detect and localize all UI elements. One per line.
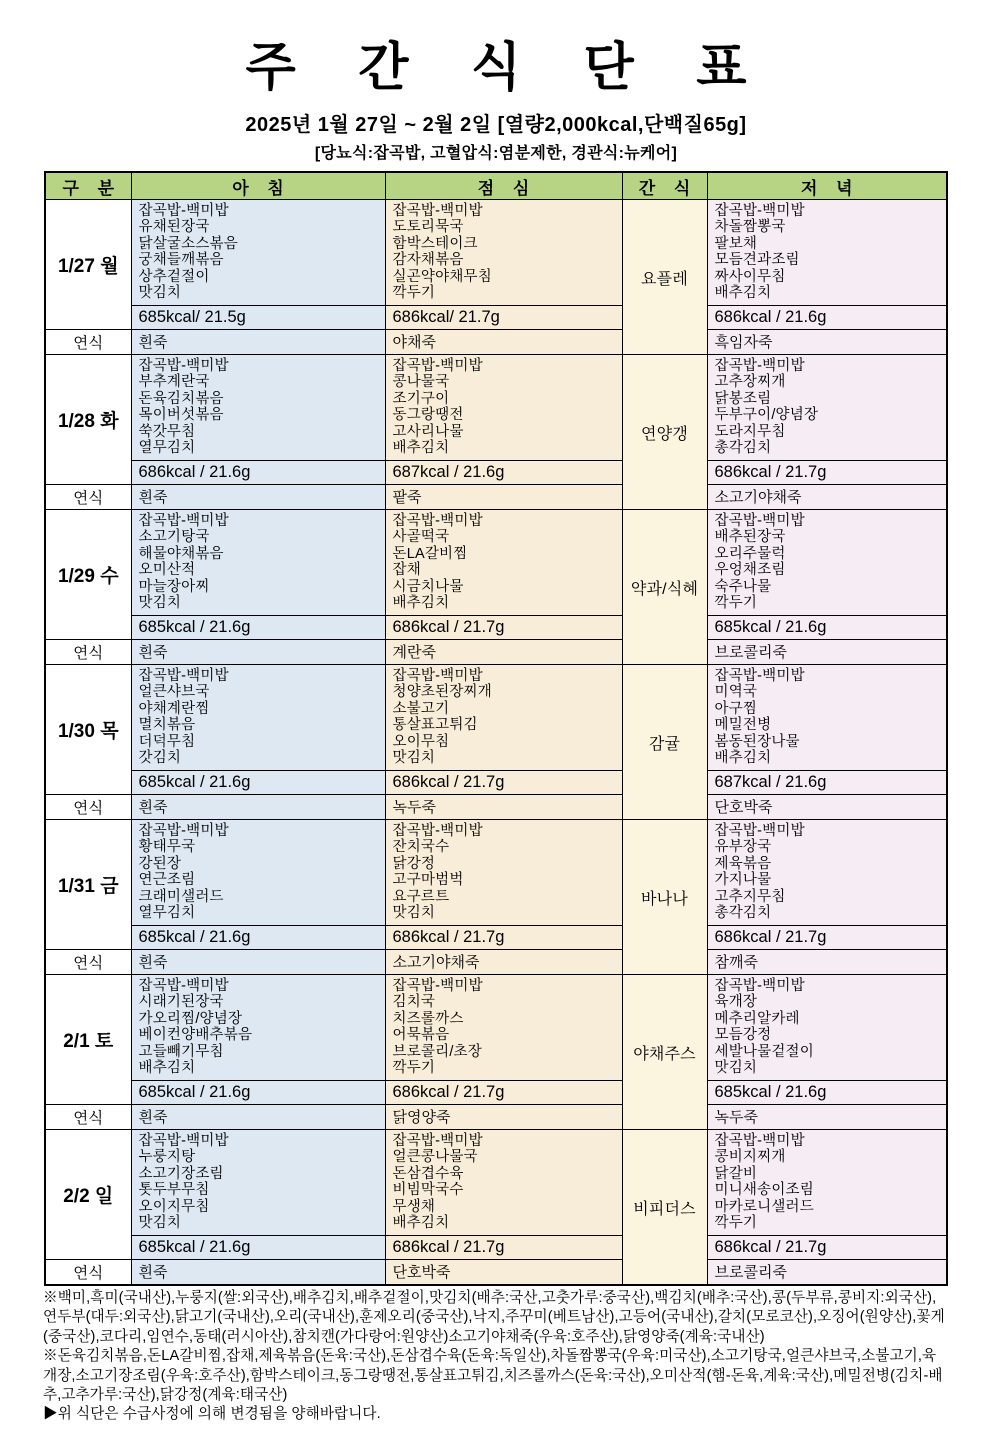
dinner-menu-cell <box>707 820 947 926</box>
menu-item: 맛김치 <box>714 1060 758 1077</box>
dinner-menu-cell <box>707 975 947 1081</box>
menu-item: 황태무국 <box>138 839 196 856</box>
menu-item: 가지나물 <box>714 872 772 889</box>
menu-item: 맛김치 <box>392 750 436 767</box>
breakfast-menu-cell <box>131 355 385 461</box>
date-range-subtitle: 2025년 1월 27일 ~ 2월 2일 [열량2,000kcal,단백질65g] <box>245 114 747 136</box>
day-date-cell: 1/31 금 <box>45 820 131 950</box>
dinner-soft-diet: 브로콜리죽 <box>707 1260 947 1286</box>
lunch-menu-cell <box>385 200 622 306</box>
menu-item: 마카로니샐러드 <box>714 1198 814 1215</box>
soft-diet-label: 연식 <box>45 330 131 355</box>
menu-item: 잡곡밥-백미밥 <box>392 823 483 839</box>
menu-item: 미역국 <box>714 684 758 701</box>
menu-item: 잡곡밥-백미밥 <box>714 978 805 994</box>
menu-item: 브로콜리/초장 <box>392 1043 482 1060</box>
dinner-menu-cell <box>707 510 947 616</box>
menu-item: 누룽지탕 <box>138 1149 196 1166</box>
menu-item: 잡곡밥-백미밥 <box>392 358 483 374</box>
menu-item: 야채계란찜 <box>138 700 210 717</box>
menu-item: 어묵볶음 <box>392 1027 450 1044</box>
menu-item: 소고기장조림 <box>138 1165 224 1182</box>
day-soft-diet-row <box>45 950 947 975</box>
menu-item: 톳두부무침 <box>138 1182 210 1199</box>
lunch-menu-cell <box>385 820 622 926</box>
menu-item: 함박스테이크 <box>392 235 478 252</box>
snack-cell: 연양갱 <box>622 355 707 510</box>
soft-diet-label: 연식 <box>45 1260 131 1286</box>
breakfast-menu-cell <box>131 510 385 616</box>
menu-item: 요구르트 <box>392 888 450 905</box>
menu-item: 소불고기 <box>392 700 450 717</box>
dinner-menu-cell <box>707 665 947 771</box>
day-menu-row <box>45 975 947 1081</box>
menu-item: 오미산적 <box>138 562 196 579</box>
menu-item: 맛김치 <box>138 595 182 612</box>
menu-item: 무생채 <box>392 1198 436 1215</box>
menu-item: 닭갈비 <box>714 1165 758 1182</box>
dinner-soft-diet: 흑임자죽 <box>707 330 947 355</box>
menu-item: 잔치국수 <box>392 839 450 856</box>
snack-cell: 비피더스 <box>622 1130 707 1286</box>
day-soft-diet-row <box>45 795 947 820</box>
menu-item: 닭봉조림 <box>714 390 772 407</box>
day-soft-diet-row <box>45 485 947 510</box>
menu-item: 깍두기 <box>392 285 436 302</box>
table-header-row <box>45 172 947 200</box>
menu-item: 멸치볶음 <box>138 717 196 734</box>
breakfast-kcal: 685kcal / 21.6g <box>131 1081 385 1105</box>
menu-item: 통살표고튀김 <box>392 717 478 734</box>
day-soft-diet-row <box>45 1260 947 1286</box>
menu-item: 고사리나물 <box>392 423 464 440</box>
menu-item: 비빔막국수 <box>392 1182 464 1199</box>
day-date-cell: 1/28 화 <box>45 355 131 485</box>
diet-type-note: [당뇨식:잡곡밥, 고혈압식:염분제한, 경관식:뉴케어] <box>314 145 678 162</box>
menu-item: 콩나물국 <box>392 374 450 391</box>
menu-item: 시래기된장국 <box>138 994 224 1011</box>
menu-item: 사골떡국 <box>392 529 450 546</box>
menu-item: 목이버섯볶음 <box>138 407 224 424</box>
weekly-menu-page <box>0 39 992 1445</box>
menu-item: 맛김치 <box>138 285 182 302</box>
menu-item: 숙주나물 <box>714 578 772 595</box>
lunch-menu-cell <box>385 975 622 1081</box>
menu-item: 열무김치 <box>138 905 196 922</box>
menu-item: 얼큰콩나물국 <box>392 1149 478 1166</box>
menu-item: 조기구이 <box>392 390 450 407</box>
dinner-soft-diet: 녹두죽 <box>707 1105 947 1130</box>
menu-item: 잡곡밥-백미밥 <box>138 823 229 839</box>
breakfast-menu-cell <box>131 200 385 306</box>
menu-item: 아구찜 <box>714 700 758 717</box>
dinner-soft-diet: 단호박죽 <box>707 795 947 820</box>
breakfast-soft-diet: 흰죽 <box>131 640 385 665</box>
breakfast-kcal: 685kcal / 21.6g <box>131 616 385 640</box>
menu-item: 유부장국 <box>714 839 772 856</box>
dinner-kcal: 686kcal / 21.6g <box>707 306 947 330</box>
day-menu-row <box>45 355 947 461</box>
menu-item: 잡곡밥-백미밥 <box>138 513 229 529</box>
breakfast-kcal: 686kcal / 21.6g <box>131 461 385 485</box>
menu-item: 맛김치 <box>392 905 436 922</box>
lunch-menu-cell <box>385 510 622 616</box>
dinner-menu-cell <box>707 355 947 461</box>
menu-item: 제육볶음 <box>714 855 772 872</box>
menu-item: 잡곡밥-백미밥 <box>138 668 229 684</box>
breakfast-kcal: 685kcal/ 21.5g <box>131 306 385 330</box>
day-date-cell: 2/2 일 <box>45 1130 131 1260</box>
day-kcal-row <box>45 926 947 950</box>
menu-item: 강된장 <box>138 855 182 872</box>
snack-cell: 감귤 <box>622 665 707 820</box>
breakfast-kcal: 685kcal / 21.6g <box>131 926 385 950</box>
day-date-cell: 1/30 목 <box>45 665 131 795</box>
menu-item: 세발나물겉절이 <box>714 1043 814 1060</box>
menu-item: 잡곡밥-백미밥 <box>392 1133 483 1149</box>
lunch-soft-diet: 녹두죽 <box>385 795 622 820</box>
soft-diet-label: 연식 <box>45 640 131 665</box>
soft-diet-label: 연식 <box>45 950 131 975</box>
lunch-kcal: 687kcal / 21.6g <box>385 461 622 485</box>
menu-item: 시금치나물 <box>392 578 464 595</box>
menu-item: 육개장 <box>714 994 758 1011</box>
menu-item: 해물야채볶음 <box>138 545 224 562</box>
breakfast-soft-diet: 흰죽 <box>131 950 385 975</box>
day-date-cell: 2/1 토 <box>45 975 131 1105</box>
day-kcal-row <box>45 771 947 795</box>
lunch-soft-diet: 팥죽 <box>385 485 622 510</box>
menu-item: 부추계란국 <box>138 374 210 391</box>
lunch-menu-cell <box>385 665 622 771</box>
menu-item: 돈육김치볶음 <box>138 390 224 407</box>
menu-item: 총각김치 <box>714 905 772 922</box>
menu-item: 고추지무침 <box>714 888 786 905</box>
menu-item: 잡곡밥-백미밥 <box>138 1133 229 1149</box>
menu-item: 김치국 <box>392 994 436 1011</box>
menu-item: 두부구이/양념장 <box>714 407 819 424</box>
soft-diet-label: 연식 <box>45 795 131 820</box>
dinner-menu-cell <box>707 1130 947 1236</box>
menu-item: 돈LA갈비찜 <box>392 545 468 562</box>
menu-item: 배추김치 <box>714 285 772 302</box>
menu-item: 상추겉절이 <box>138 268 210 285</box>
menu-item: 마늘장아찌 <box>138 578 210 595</box>
menu-item: 모듬견과조림 <box>714 252 800 269</box>
menu-item: 궁채들깨볶음 <box>138 252 224 269</box>
menu-item: 잡곡밥-백미밥 <box>392 978 483 994</box>
menu-item: 닭강정 <box>392 855 436 872</box>
day-date-cell: 1/27 월 <box>45 200 131 330</box>
dinner-kcal: 687kcal / 21.6g <box>707 771 947 795</box>
menu-item: 더덕무침 <box>138 733 196 750</box>
menu-item: 연근조림 <box>138 872 196 889</box>
menu-item: 베이컨양배추볶음 <box>138 1027 253 1044</box>
menu-item: 팔보채 <box>714 235 758 252</box>
menu-item: 총각김치 <box>714 440 772 457</box>
dinner-kcal: 685kcal / 21.6g <box>707 1081 947 1105</box>
snack-cell: 요플레 <box>622 200 707 355</box>
menu-item: 고추장찌개 <box>714 374 786 391</box>
page-title: 주 간 식 단 표 <box>245 39 771 97</box>
day-date-cell: 1/29 수 <box>45 510 131 640</box>
dinner-soft-diet: 브로콜리죽 <box>707 640 947 665</box>
menu-item: 잡곡밥-백미밥 <box>714 1133 805 1149</box>
lunch-kcal: 686kcal / 21.7g <box>385 616 622 640</box>
day-soft-diet-row <box>45 640 947 665</box>
menu-item: 배추김치 <box>138 1060 196 1077</box>
menu-item: 오이무침 <box>392 733 450 750</box>
menu-item: 닭살굴소스볶음 <box>138 235 238 252</box>
menu-item: 깍두기 <box>714 1215 758 1232</box>
day-soft-diet-row <box>45 1105 947 1130</box>
menu-item: 잡채 <box>392 562 421 579</box>
day-menu-row <box>45 1130 947 1236</box>
menu-item: 잡곡밥-백미밥 <box>714 358 805 374</box>
menu-item: 잡곡밥-백미밥 <box>714 668 805 684</box>
lunch-kcal: 686kcal / 21.7g <box>385 1236 622 1260</box>
menu-item: 봄동된장나물 <box>714 733 800 750</box>
menu-item: 동그랑땡전 <box>392 407 464 424</box>
footnotes <box>43 1289 949 1425</box>
menu-item: 실곤약야채무침 <box>392 268 492 285</box>
day-kcal-row <box>45 616 947 640</box>
lunch-kcal: 686kcal / 21.7g <box>385 1081 622 1105</box>
lunch-soft-diet: 야채죽 <box>385 330 622 355</box>
menu-item: 소고기탕국 <box>138 529 210 546</box>
breakfast-menu-cell <box>131 820 385 926</box>
day-kcal-row <box>45 306 947 330</box>
lunch-kcal: 686kcal/ 21.7g <box>385 306 622 330</box>
menu-item: 배추김치 <box>392 440 450 457</box>
breakfast-soft-diet: 흰죽 <box>131 1260 385 1286</box>
breakfast-menu-cell <box>131 975 385 1081</box>
menu-item: 가오리찜/양념장 <box>138 1010 243 1027</box>
menu-item: 고들빼기무침 <box>138 1043 224 1060</box>
menu-item: 모듬강정 <box>714 1027 772 1044</box>
column-header-lunch: 점 심 <box>385 172 622 200</box>
menu-item: 얼큰샤브국 <box>138 684 210 701</box>
dinner-kcal: 686kcal / 21.7g <box>707 1236 947 1260</box>
breakfast-menu-cell <box>131 1130 385 1236</box>
menu-item: 메밀전병 <box>714 717 772 734</box>
lunch-kcal: 686kcal / 21.7g <box>385 926 622 950</box>
day-soft-diet-row <box>45 330 947 355</box>
menu-item: 깍두기 <box>392 1060 436 1077</box>
menu-item: 감자채볶음 <box>392 252 464 269</box>
column-header-snack: 간 식 <box>622 172 707 200</box>
origin-note-1: ※백미,흑미(국내산),누룽지(쌀:외국산),배추김치,배추겉절이,맛김치(배추:국산,고춧가루:중국산),백김치(배추:국산),콩(두부류,콩비지:외국산),연두부(대두:외국산),닭고기(국내산),오리(국내산),훈제오리(중국산),낙지,주꾸미(베트남산),고등어(국내산),갈치(모로코산),오징어(원양산),꽃게(중국산),코다리,임연수,동태(러시아산),참치캔(가다랑어:원양산)소고기야채죽(우육:호주산),닭영양죽(계육:국내산) <box>43 1290 945 1345</box>
disclaimer-note: ▶위 식단은 수급사정에 의해 변경됨을 양해바랍니다. <box>43 1406 381 1423</box>
menu-item: 맛김치 <box>138 1215 182 1232</box>
weekly-menu-table <box>44 171 948 1286</box>
dinner-menu-cell <box>707 200 947 306</box>
dinner-soft-diet: 참깨죽 <box>707 950 947 975</box>
breakfast-menu-cell <box>131 665 385 771</box>
lunch-menu-cell <box>385 355 622 461</box>
menu-item: 잡곡밥-백미밥 <box>714 513 805 529</box>
menu-item: 차돌짬뽕국 <box>714 219 786 236</box>
menu-item: 돈삼겹수육 <box>392 1165 464 1182</box>
menu-item: 잡곡밥-백미밥 <box>138 203 229 219</box>
menu-item: 도토리묵국 <box>392 219 464 236</box>
menu-item: 짜사이무침 <box>714 268 786 285</box>
day-menu-row <box>45 665 947 771</box>
menu-item: 잡곡밥-백미밥 <box>714 823 805 839</box>
menu-item: 오리주물럭 <box>714 545 786 562</box>
lunch-soft-diet: 계란죽 <box>385 640 622 665</box>
menu-item: 오이지무침 <box>138 1198 210 1215</box>
column-header-breakfast: 아 침 <box>131 172 385 200</box>
snack-cell: 야채주스 <box>622 975 707 1130</box>
breakfast-kcal: 685kcal / 21.6g <box>131 1236 385 1260</box>
breakfast-soft-diet: 흰죽 <box>131 1105 385 1130</box>
menu-item: 갓김치 <box>138 750 182 767</box>
menu-item: 배추김치 <box>392 595 450 612</box>
snack-cell: 바나나 <box>622 820 707 975</box>
menu-item: 잡곡밥-백미밥 <box>714 203 805 219</box>
breakfast-soft-diet: 흰죽 <box>131 795 385 820</box>
menu-item: 배추김치 <box>392 1215 450 1232</box>
lunch-soft-diet: 단호박죽 <box>385 1260 622 1286</box>
lunch-menu-cell <box>385 1130 622 1236</box>
menu-item: 잡곡밥-백미밥 <box>392 513 483 529</box>
dinner-kcal: 686kcal / 21.7g <box>707 926 947 950</box>
menu-item: 크래미샐러드 <box>138 888 224 905</box>
soft-diet-label: 연식 <box>45 1105 131 1130</box>
menu-item: 잡곡밥-백미밥 <box>138 358 229 374</box>
menu-item: 우엉채조림 <box>714 562 786 579</box>
menu-item: 메추리알카레 <box>714 1010 800 1027</box>
menu-item: 열무김치 <box>138 440 196 457</box>
menu-item: 잡곡밥-백미밥 <box>392 203 483 219</box>
day-kcal-row <box>45 461 947 485</box>
menu-item: 유채된장국 <box>138 219 210 236</box>
menu-item: 잡곡밥-백미밥 <box>392 668 483 684</box>
day-kcal-row <box>45 1236 947 1260</box>
column-header-dinner: 저 녁 <box>707 172 947 200</box>
menu-item: 쑥갓무침 <box>138 423 196 440</box>
breakfast-soft-diet: 흰죽 <box>131 330 385 355</box>
day-menu-row <box>45 200 947 306</box>
menu-item: 치즈롤까스 <box>392 1010 464 1027</box>
menu-item: 고구마범벅 <box>392 872 464 889</box>
lunch-soft-diet: 소고기야채죽 <box>385 950 622 975</box>
menu-item: 미니새송이조림 <box>714 1182 814 1199</box>
day-menu-row <box>45 510 947 616</box>
day-kcal-row <box>45 1081 947 1105</box>
breakfast-soft-diet: 흰죽 <box>131 485 385 510</box>
menu-item: 도라지무침 <box>714 423 786 440</box>
soft-diet-label: 연식 <box>45 485 131 510</box>
dinner-soft-diet: 소고기야채죽 <box>707 485 947 510</box>
menu-item: 청양초된장찌개 <box>392 684 492 701</box>
lunch-soft-diet: 닭영양죽 <box>385 1105 622 1130</box>
menu-item: 배추된장국 <box>714 529 786 546</box>
day-menu-row <box>45 820 947 926</box>
dinner-kcal: 686kcal / 21.7g <box>707 461 947 485</box>
menu-item: 배추김치 <box>714 750 772 767</box>
column-header-category: 구 분 <box>45 172 131 200</box>
origin-note-2: ※돈육김치볶음,돈LA갈비찜,잡채,제육볶음(돈육:국산),돈삼겹수육(돈육:독일산),차돌짬뽕국(우육:미국산),소고기탕국,얼큰샤브국,소불고기,육개장,소고기장조림(우육:호주산),함박스테이크,동그랑땡전,통살표고튀김,치즈롤까스(돈육:국산),오미산적(햄-돈육,계육:국산),메밀전병(김치-배추,고추가루:국산),닭강정(계육:태국산) <box>43 1348 943 1404</box>
lunch-kcal: 686kcal / 21.7g <box>385 771 622 795</box>
menu-item: 깍두기 <box>714 595 758 612</box>
breakfast-kcal: 685kcal / 21.6g <box>131 771 385 795</box>
dinner-kcal: 685kcal / 21.6g <box>707 616 947 640</box>
menu-item: 잡곡밥-백미밥 <box>138 978 229 994</box>
snack-cell: 약과/식혜 <box>622 510 707 665</box>
menu-item: 콩비지찌개 <box>714 1149 786 1166</box>
